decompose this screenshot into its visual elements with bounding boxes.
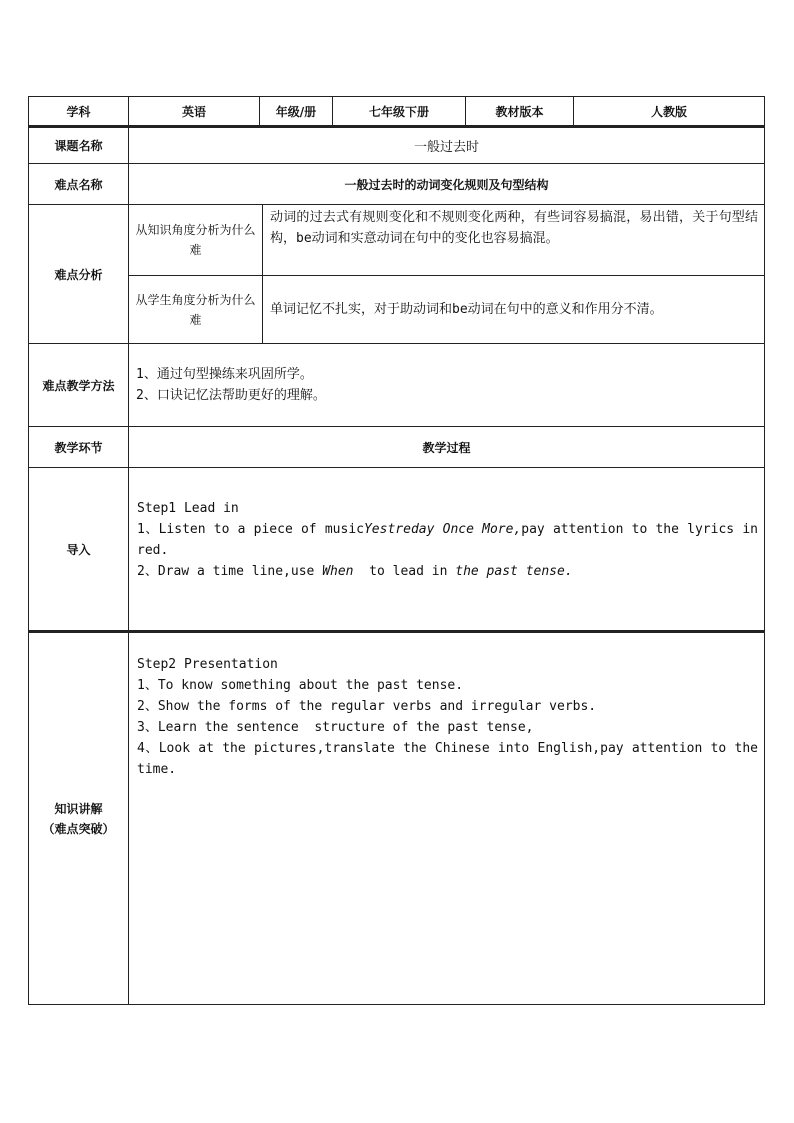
- analysis-row: [28, 205, 765, 344]
- method-content: [129, 344, 764, 426]
- grade-label: 年级/册: [260, 97, 333, 125]
- song-title: Yestreday Once More,: [363, 522, 522, 537]
- knowledge-label: 知识讲解: [54, 801, 103, 816]
- edition-label: 教材版本: [466, 97, 574, 125]
- difficulty-value: 一般过去时的动词变化规则及句型结构: [344, 177, 549, 192]
- subject-label: 学科: [29, 97, 129, 125]
- method-line-1: 1、通过句型操练来巩固所学。: [136, 367, 313, 382]
- knowledge-line-3: 3、Learn the sentence structure of the past tense,: [137, 720, 534, 735]
- edition-value: 人教版: [650, 104, 687, 119]
- intro-label: 导入: [29, 468, 129, 630]
- intro-line-1: 1、Listen to a piece of musicYestreday Once More,pay attention to the lyrics in red.: [137, 522, 758, 558]
- student-angle-text: 单词记忆不扎实，对于助动词和be动词在句中的意义和作用分不清。: [270, 302, 663, 317]
- student-angle-row: [129, 276, 764, 343]
- knowledge-line-2: 2、Show the forms of the regular verbs and irregular verbs.: [137, 699, 597, 714]
- knowledge-step-title: Step2 Presentation: [137, 657, 278, 672]
- student-angle-label: 从学生角度分析为什么难: [129, 276, 263, 343]
- process-stage-label: 教学环节: [29, 427, 129, 467]
- method-line-2: 2、口诀记忆法帮助更好的理解。: [136, 388, 326, 403]
- analysis-subtable: [129, 205, 764, 343]
- difficulty-label: 难点名称: [29, 164, 129, 204]
- knowledge-content: [129, 633, 764, 1004]
- process-title: 教学过程: [422, 440, 471, 455]
- difficulty-row: [28, 164, 765, 205]
- lesson-plan-table: [28, 96, 765, 1005]
- grade-value: 七年级下册: [333, 97, 466, 125]
- subject-value: 英语: [129, 97, 260, 125]
- knowledge-label-cell: [29, 633, 129, 1004]
- header-row: [28, 96, 765, 126]
- method-row: [28, 344, 765, 427]
- knowledge-angle-label: 从知识角度分析为什么难: [129, 205, 263, 275]
- process-header-row: [28, 427, 765, 468]
- analysis-label: 难点分析: [29, 205, 129, 343]
- knowledge-angle-row: [129, 205, 764, 276]
- topic-row: [28, 126, 765, 164]
- knowledge-line-4: 4、Look at the pictures,translate the Chinese into English,pay attention to the time.: [137, 741, 758, 777]
- intro-content: [129, 468, 764, 630]
- topic-label: 课题名称: [29, 128, 129, 163]
- method-label: 难点教学方法: [29, 344, 129, 426]
- knowledge-row: [28, 631, 765, 1005]
- knowledge-angle-text: 动词的过去式有规则变化和不规则变化两种，有些词容易搞混，易出错，关于句型结构，be动词和实意动词在句中的变化也容易搞混。: [270, 210, 758, 246]
- intro-row: [28, 468, 765, 631]
- intro-line-2: 2、Draw a time line,use When to lead in the past tense.: [137, 564, 573, 579]
- topic-value: 一般过去时: [413, 140, 479, 155]
- knowledge-label-sub: （难点突破）: [42, 821, 115, 836]
- knowledge-line-1: 1、To know something about the past tense.: [137, 678, 464, 693]
- intro-step-title: Step1 Lead in: [137, 501, 239, 516]
